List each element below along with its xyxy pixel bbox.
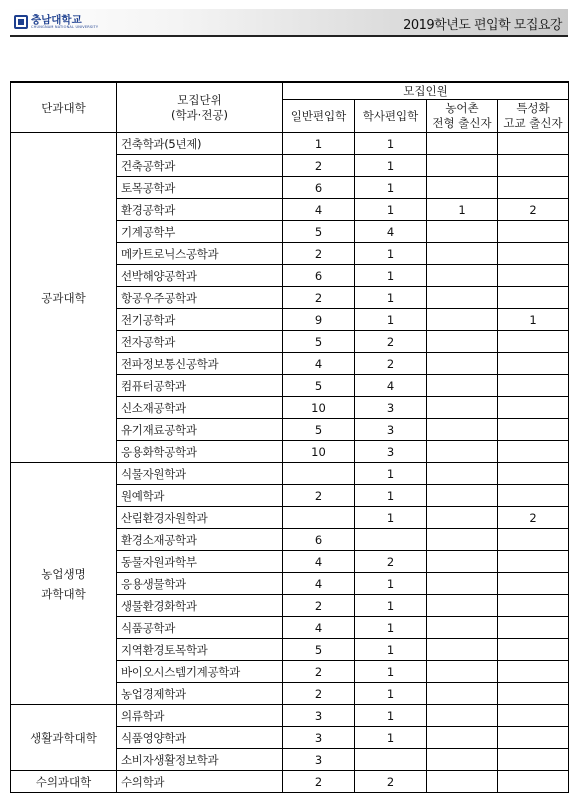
bachelor-count-cell: 1	[355, 683, 427, 705]
general-count-cell: 5	[283, 331, 355, 353]
general-count-cell: 6	[283, 177, 355, 199]
bachelor-count-cell: 1	[355, 155, 427, 177]
dept-cell: 식품영양학과	[117, 727, 283, 749]
rural-count-cell	[427, 485, 498, 507]
rural-count-cell	[427, 507, 498, 529]
bachelor-count-cell: 3	[355, 441, 427, 463]
university-logo	[14, 12, 98, 32]
rural-count-cell	[427, 287, 498, 309]
special-count-cell	[498, 243, 569, 265]
bachelor-count-cell: 1	[355, 265, 427, 287]
general-count-cell	[283, 463, 355, 485]
header-quota: 모집인원	[283, 82, 569, 100]
recruitment-table	[10, 81, 569, 793]
rural-count-cell	[427, 221, 498, 243]
general-count-cell: 9	[283, 309, 355, 331]
special-count-cell	[498, 683, 569, 705]
general-count-cell: 3	[283, 749, 355, 771]
rural-count-cell	[427, 551, 498, 573]
rural-count-cell	[427, 441, 498, 463]
dept-cell: 환경소재공학과	[117, 529, 283, 551]
bachelor-count-cell: 4	[355, 221, 427, 243]
rural-count-cell	[427, 177, 498, 199]
general-count-cell: 3	[283, 727, 355, 749]
special-count-cell	[498, 397, 569, 419]
bachelor-count-cell: 1	[355, 133, 427, 155]
rural-count-cell	[427, 529, 498, 551]
bachelor-count-cell: 2	[355, 331, 427, 353]
header-college: 단과대학	[11, 82, 117, 133]
dept-cell: 전기공학과	[117, 309, 283, 331]
rural-count-cell	[427, 617, 498, 639]
general-count-cell: 2	[283, 243, 355, 265]
dept-cell: 지역환경토목학과	[117, 639, 283, 661]
dept-cell: 환경공학과	[117, 199, 283, 221]
dept-cell: 기계공학부	[117, 221, 283, 243]
rural-count-cell	[427, 683, 498, 705]
rural-count-cell	[427, 331, 498, 353]
bachelor-count-cell: 1	[355, 507, 427, 529]
dept-cell: 소비자생활정보학과	[117, 749, 283, 771]
general-count-cell: 2	[283, 155, 355, 177]
rural-count-cell	[427, 705, 498, 727]
general-count-cell: 4	[283, 573, 355, 595]
rural-count-cell	[427, 573, 498, 595]
bachelor-count-cell: 3	[355, 419, 427, 441]
bachelor-count-cell: 1	[355, 573, 427, 595]
special-count-cell	[498, 617, 569, 639]
dept-cell: 식품공학과	[117, 617, 283, 639]
special-count-cell: 2	[498, 199, 569, 221]
general-count-cell: 6	[283, 265, 355, 287]
bachelor-count-cell: 2	[355, 771, 427, 793]
bachelor-count-cell: 1	[355, 617, 427, 639]
rural-count-cell	[427, 155, 498, 177]
college-cell: 공과대학	[11, 133, 117, 463]
page-header	[10, 9, 568, 37]
dept-cell: 메카트로닉스공학과	[117, 243, 283, 265]
rural-count-cell: 1	[427, 199, 498, 221]
bachelor-count-cell: 1	[355, 243, 427, 265]
rural-count-cell	[427, 727, 498, 749]
general-count-cell: 4	[283, 551, 355, 573]
special-count-cell	[498, 551, 569, 573]
general-count-cell	[283, 507, 355, 529]
general-count-cell: 10	[283, 397, 355, 419]
dept-cell: 전자공학과	[117, 331, 283, 353]
rural-count-cell	[427, 749, 498, 771]
special-count-cell	[498, 331, 569, 353]
rural-count-cell	[427, 595, 498, 617]
general-count-cell: 5	[283, 221, 355, 243]
bachelor-count-cell: 1	[355, 309, 427, 331]
bachelor-count-cell: 2	[355, 353, 427, 375]
general-count-cell: 5	[283, 419, 355, 441]
general-count-cell: 2	[283, 683, 355, 705]
bachelor-count-cell: 1	[355, 595, 427, 617]
general-count-cell: 2	[283, 287, 355, 309]
logo-korean-text: 충남대학교	[31, 13, 82, 26]
special-count-cell	[498, 221, 569, 243]
bachelor-count-cell: 1	[355, 639, 427, 661]
dept-cell: 전파정보통신공학과	[117, 353, 283, 375]
special-count-cell	[498, 463, 569, 485]
general-count-cell: 3	[283, 705, 355, 727]
dept-cell: 동물자원과학부	[117, 551, 283, 573]
special-count-cell	[498, 375, 569, 397]
bachelor-count-cell: 4	[355, 375, 427, 397]
dept-cell: 유기재료공학과	[117, 419, 283, 441]
dept-cell: 농업경제학과	[117, 683, 283, 705]
bachelor-count-cell	[355, 749, 427, 771]
special-count-cell	[498, 705, 569, 727]
bachelor-count-cell: 1	[355, 485, 427, 507]
general-count-cell: 2	[283, 595, 355, 617]
dept-cell: 수의학과	[117, 771, 283, 793]
rural-count-cell	[427, 243, 498, 265]
special-count-cell	[498, 353, 569, 375]
general-count-cell: 4	[283, 353, 355, 375]
bachelor-count-cell: 1	[355, 727, 427, 749]
general-count-cell: 4	[283, 199, 355, 221]
special-count-cell	[498, 727, 569, 749]
special-count-cell	[498, 639, 569, 661]
special-count-cell	[498, 133, 569, 155]
rural-count-cell	[427, 397, 498, 419]
bachelor-count-cell: 1	[355, 177, 427, 199]
general-count-cell: 2	[283, 771, 355, 793]
college-cell: 수의과대학	[11, 771, 117, 793]
general-count-cell: 5	[283, 639, 355, 661]
dept-cell: 생물환경화학과	[117, 595, 283, 617]
rural-count-cell	[427, 133, 498, 155]
header-unit: 모집단위 (학과·전공)	[117, 82, 283, 133]
special-count-cell	[498, 155, 569, 177]
dept-cell: 응용생물학과	[117, 573, 283, 595]
rural-count-cell	[427, 771, 498, 793]
bachelor-count-cell	[355, 529, 427, 551]
special-count-cell	[498, 265, 569, 287]
special-count-cell	[498, 441, 569, 463]
dept-cell: 바이오시스템기계공학과	[117, 661, 283, 683]
general-count-cell: 6	[283, 529, 355, 551]
bachelor-count-cell: 1	[355, 287, 427, 309]
rural-count-cell	[427, 353, 498, 375]
general-count-cell: 2	[283, 485, 355, 507]
bachelor-count-cell: 1	[355, 463, 427, 485]
rural-count-cell	[427, 661, 498, 683]
college-cell: 생활과학대학	[11, 705, 117, 771]
dept-cell: 항공우주공학과	[117, 287, 283, 309]
table-row	[11, 705, 569, 727]
bachelor-count-cell: 1	[355, 705, 427, 727]
dept-cell: 컴퓨터공학과	[117, 375, 283, 397]
special-count-cell	[498, 485, 569, 507]
rural-count-cell	[427, 463, 498, 485]
header-special: 특성화 고교 출신자	[498, 100, 569, 133]
logo-english-text: CHUNGNAM NATIONAL UNIVERSITY	[31, 25, 99, 29]
dept-cell: 산림환경자원학과	[117, 507, 283, 529]
special-count-cell: 1	[498, 309, 569, 331]
rural-count-cell	[427, 309, 498, 331]
dept-cell: 토목공학과	[117, 177, 283, 199]
dept-cell: 의류학과	[117, 705, 283, 727]
special-count-cell	[498, 287, 569, 309]
bachelor-count-cell: 1	[355, 661, 427, 683]
dept-cell: 건축학과(5년제)	[117, 133, 283, 155]
special-count-cell	[498, 771, 569, 793]
rural-count-cell	[427, 639, 498, 661]
rural-count-cell	[427, 265, 498, 287]
dept-cell: 건축공학과	[117, 155, 283, 177]
special-count-cell	[498, 595, 569, 617]
special-count-cell	[498, 749, 569, 771]
special-count-cell: 2	[498, 507, 569, 529]
table-body	[11, 133, 569, 793]
dept-cell: 원예학과	[117, 485, 283, 507]
general-count-cell: 10	[283, 441, 355, 463]
special-count-cell	[498, 661, 569, 683]
bachelor-count-cell: 2	[355, 551, 427, 573]
general-count-cell: 4	[283, 617, 355, 639]
special-count-cell	[498, 529, 569, 551]
table-row	[11, 133, 569, 155]
dept-cell: 응용화학공학과	[117, 441, 283, 463]
dept-cell: 신소재공학과	[117, 397, 283, 419]
general-count-cell: 2	[283, 661, 355, 683]
college-cell: 농업생명 과학대학	[11, 463, 117, 705]
bachelor-count-cell: 3	[355, 397, 427, 419]
special-count-cell	[498, 177, 569, 199]
special-count-cell	[498, 419, 569, 441]
table-row	[11, 463, 569, 485]
dept-cell: 식물자원학과	[117, 463, 283, 485]
bachelor-count-cell: 1	[355, 199, 427, 221]
general-count-cell: 5	[283, 375, 355, 397]
header-bachelor: 학사편입학	[355, 100, 427, 133]
general-count-cell: 1	[283, 133, 355, 155]
rural-count-cell	[427, 375, 498, 397]
header-rural: 농어촌 전형 출신자	[427, 100, 498, 133]
document-title: 2019학년도 편입학 모집요강	[403, 18, 562, 33]
dept-cell: 선박해양공학과	[117, 265, 283, 287]
special-count-cell	[498, 573, 569, 595]
rural-count-cell	[427, 419, 498, 441]
header-general: 일반편입학	[283, 100, 355, 133]
table-row	[11, 771, 569, 793]
university-emblem-icon	[14, 15, 28, 29]
